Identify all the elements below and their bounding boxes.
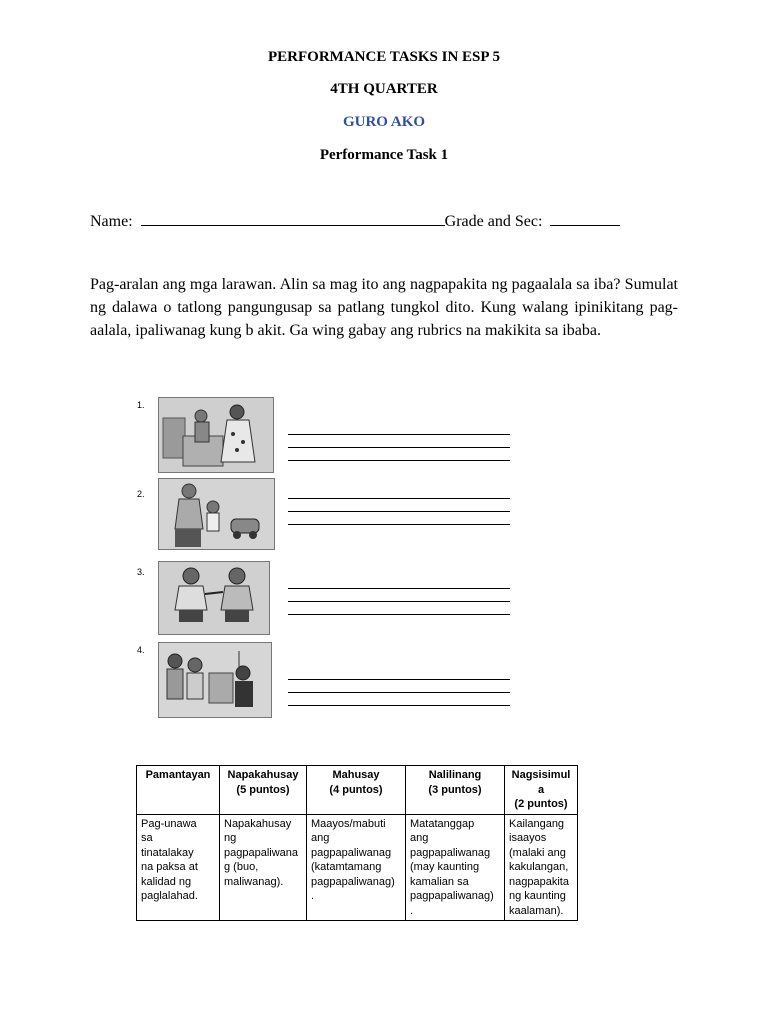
answer-line[interactable] (288, 588, 510, 589)
item-number-1: 1. (137, 400, 145, 410)
name-grade-row (90, 211, 620, 231)
item-number-2: 2. (137, 489, 145, 499)
item-3-picture (158, 561, 270, 635)
item-2-picture (158, 478, 275, 550)
quarter-heading: 4TH QUARTER (330, 81, 438, 97)
instructions-paragraph: Pag-aralan ang mga larawan. Alin sa mag ito ang nagpapakita ng pagaalala sa iba? Sumulat ng dalawa o tatlong pangungusap sa patlang tungkol dito. Kung walang ipinikitang pag-aalala, ipaliwanag kung b akit. Ga wing gabay ang rubrics na makikita sa ibaba. (90, 276, 678, 339)
answer-line[interactable] (288, 447, 510, 448)
subtitle-heading: GURO AKO (342, 114, 426, 130)
answer-line[interactable] (288, 679, 510, 680)
rubric-header-cell: Pamantayan (137, 766, 220, 815)
task-heading: Performance Task 1 (319, 147, 449, 163)
answer-line[interactable] (288, 511, 510, 512)
name-field[interactable] (141, 211, 445, 226)
item-1-picture (158, 397, 274, 473)
answer-line[interactable] (288, 601, 510, 602)
answer-line[interactable] (288, 460, 510, 461)
answer-line[interactable] (288, 614, 510, 615)
name-label: Name: (90, 213, 133, 230)
grade-label: Grade and Sec: (444, 213, 543, 230)
answer-line[interactable] (288, 692, 510, 693)
item-number-3: 3. (137, 567, 145, 577)
rubric-header-cell: Nagsisimul a (2 puntos) (505, 766, 578, 815)
rubric-cell: Napakahusay ng pagpapaliwana g (buo, maliwanag). (220, 814, 307, 921)
rubric-cell: Pag-unawa sa tinatalakay na paksa at kalidad ng paglalahad. (137, 814, 220, 921)
rubric-cell: Matatanggap ang pagpapaliwanag (may kaunting kamalian sa pagpapaliwanag) . (406, 814, 505, 921)
rubric-header-cell: Nalilinang (3 puntos) (406, 766, 505, 815)
rubric-table (136, 765, 578, 921)
rubric-header-cell: Mahusay (4 puntos) (307, 766, 406, 815)
rubric-header-row (137, 766, 578, 815)
rubric-cell: Maayos/mabuti ang pagpapaliwanag (katamtamang pagpapaliwanag) . (307, 814, 406, 921)
document-title: PERFORMANCE TASKS IN ESP 5 (268, 49, 500, 65)
answer-line[interactable] (288, 498, 510, 499)
item-number-4: 4. (137, 645, 145, 655)
rubric-header-cell: Napakahusay (5 puntos) (220, 766, 307, 815)
answer-line[interactable] (288, 705, 510, 706)
rubric-row (137, 814, 578, 921)
grade-field[interactable] (550, 211, 620, 226)
rubric-cell: Kailangang isaayos (malaki ang kakulangan, nagpapakita ng kaunting kaalaman). (505, 814, 578, 921)
answer-line[interactable] (288, 524, 510, 525)
item-4-picture (158, 642, 272, 718)
answer-line[interactable] (288, 434, 510, 435)
